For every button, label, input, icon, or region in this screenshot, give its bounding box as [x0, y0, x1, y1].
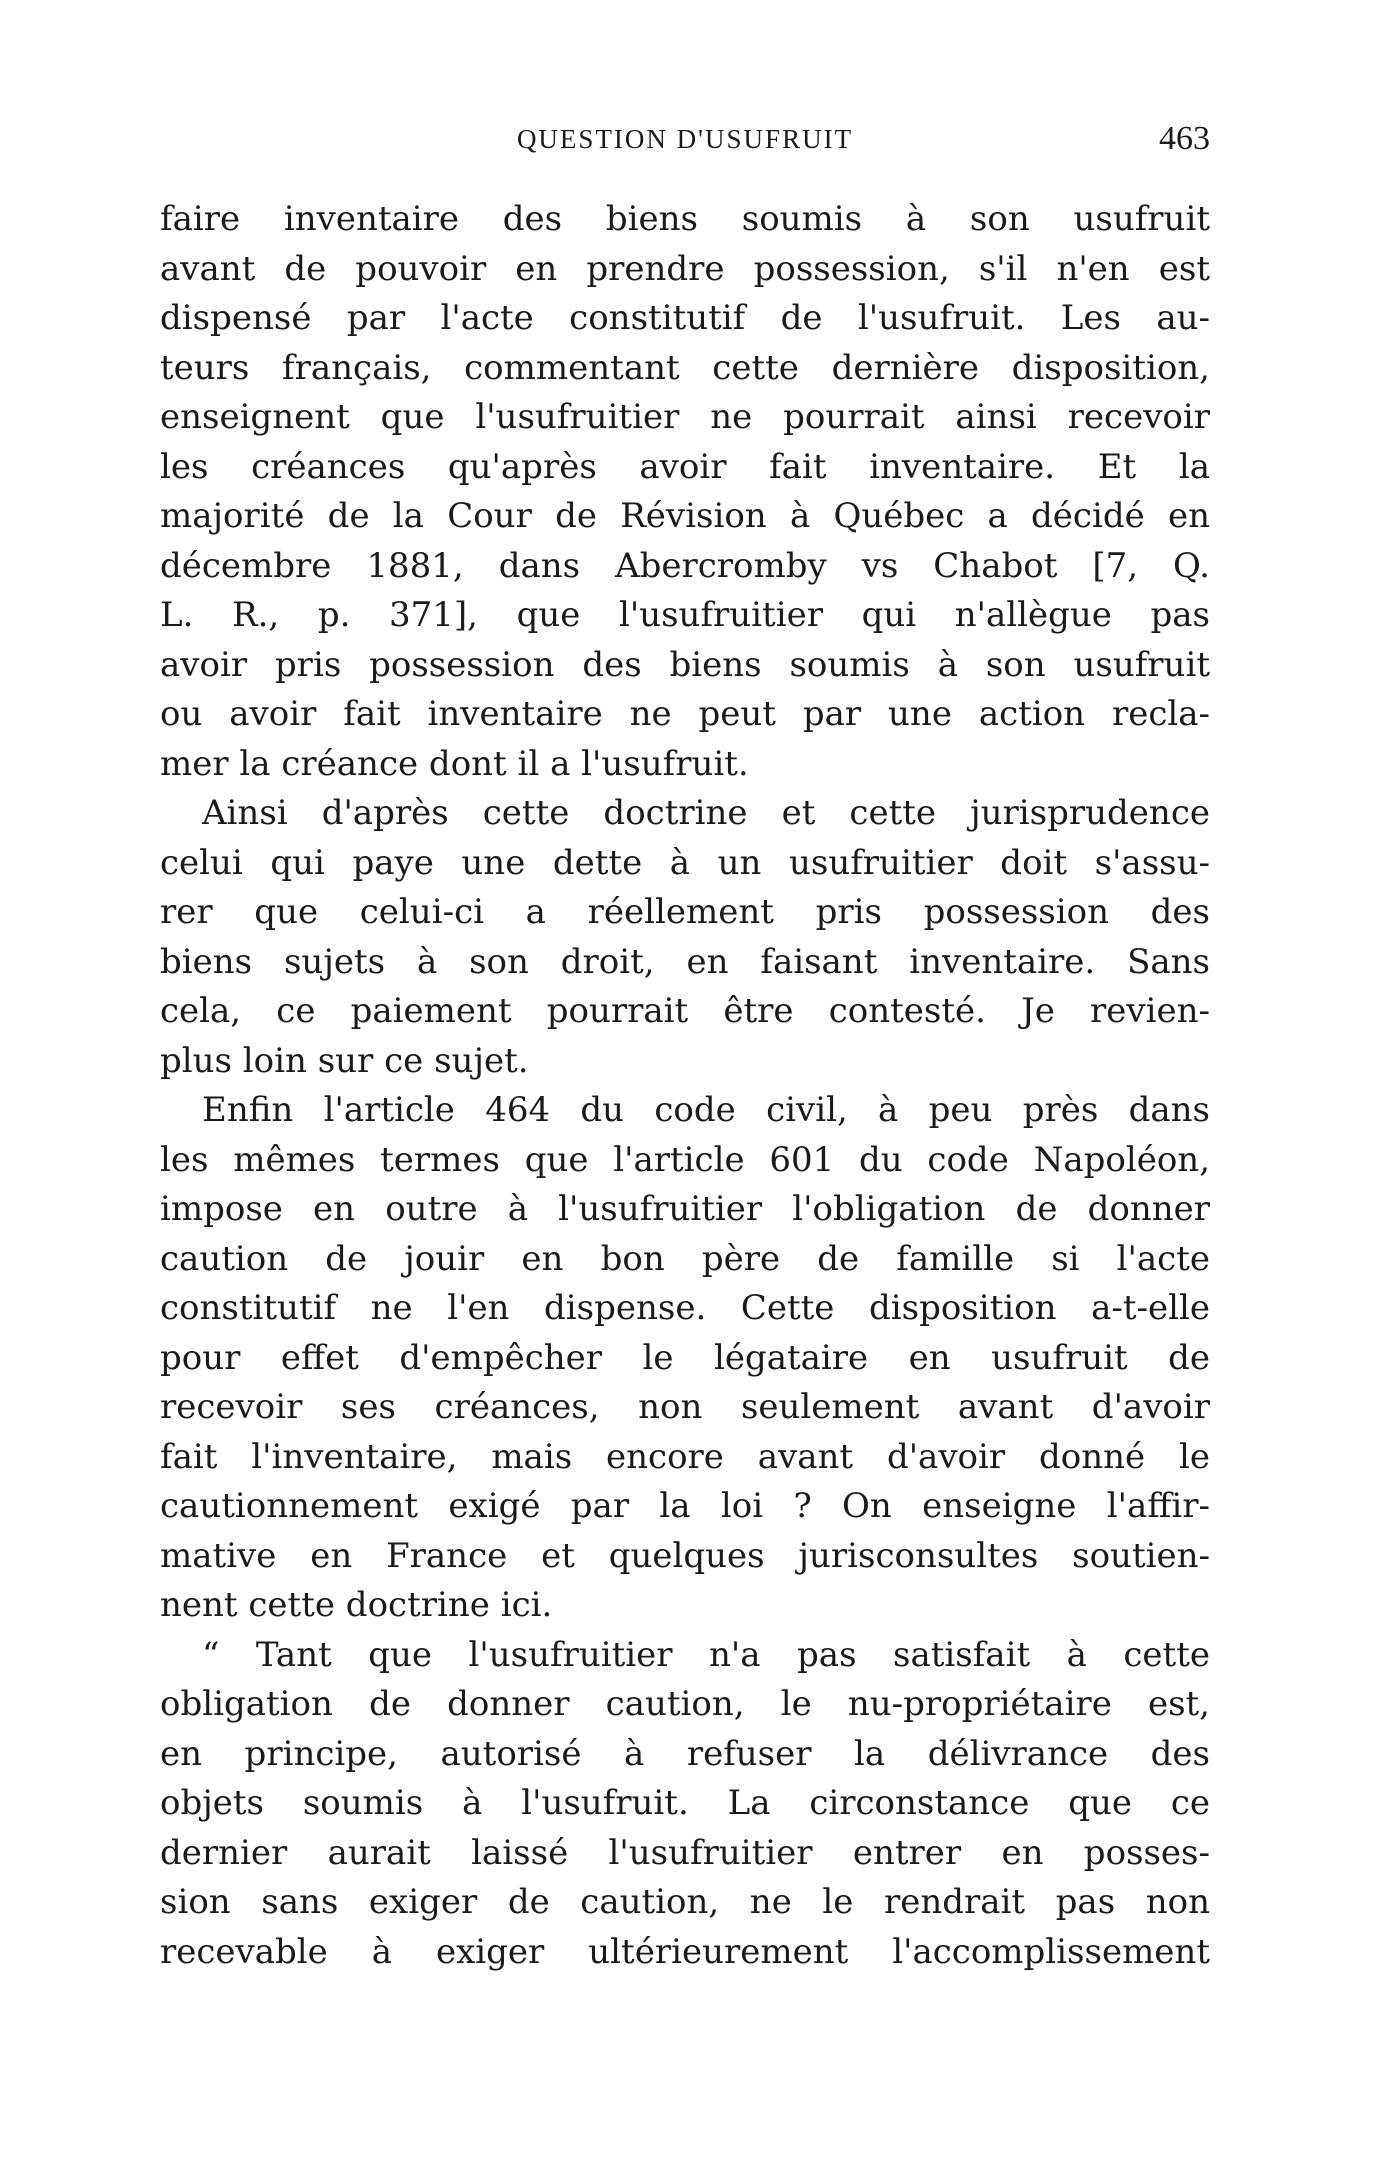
text-line: cautionnement exigé par la loi ? On enseigne l'affir-	[160, 1486, 1210, 1526]
text-line: Ainsi d'après cette doctrine et cette jurisprudence	[202, 793, 1210, 833]
text-line: Enfin l'article 464 du code civil, à peu près dans	[202, 1090, 1210, 1130]
text-line: rer que celui-ci a réellement pris possession des	[160, 892, 1210, 932]
text-line: sion sans exiger de caution, ne le rendrait pas non	[160, 1882, 1210, 1922]
text-line: biens sujets à son droit, en faisant inventaire. Sans	[160, 941, 1210, 982]
text-line: ou avoir fait inventaire ne peut par une action recla-	[160, 694, 1210, 734]
text-line: dispensé par l'acte constitutif de l'usufruit. Les au-	[160, 298, 1210, 338]
body-text	[160, 195, 1210, 1977]
text-line: pour effet d'empêcher le légataire en usufruit de	[160, 1337, 1210, 1378]
text-line: fait l'inventaire, mais encore avant d'avoir donné le	[160, 1436, 1210, 1477]
text-line: caution de jouir en bon père de famille si l'acte	[160, 1238, 1210, 1279]
text-line: avant de pouvoir en prendre possession, s'il n'en est	[160, 248, 1210, 289]
text-line: faire inventaire des biens soumis à son usufruit	[160, 199, 1210, 239]
text-line: constitutif ne l'en dispense. Cette disposition a-t-elle	[160, 1288, 1210, 1328]
text-line: mative en France et quelques jurisconsultes soutien-	[160, 1535, 1210, 1576]
text-line: enseignent que l'usufruitier ne pourrait ainsi recevoir	[160, 397, 1210, 437]
text-line: “ Tant que l'usufruitier n'a pas satisfait à cette	[202, 1634, 1210, 1675]
text-line: celui qui paye une dette à un usufruitier doit s'assu-	[160, 842, 1210, 883]
text-line: nent cette doctrine ici.	[160, 1585, 553, 1625]
text-line: L. R., p. 371], que l'usufruitier qui n'allègue pas	[160, 595, 1210, 635]
text-line: plus loin sur ce sujet.	[160, 1040, 529, 1081]
text-line: en principe, autorisé à refuser la délivrance des	[160, 1733, 1210, 1774]
text-line: cela, ce paiement pourrait être contesté. Je revien-	[160, 991, 1210, 1031]
text-line: décembre 1881, dans Abercromby vs Chabot [7, Q.	[160, 545, 1210, 586]
text-line: avoir pris possession des biens soumis à son usufruit	[160, 644, 1210, 685]
running-title: QUESTION D'USUFRUIT	[516, 124, 854, 154]
text-line: les créances qu'après avoir fait inventaire. Et la	[160, 446, 1210, 487]
text-line: dernier aurait laissé l'usufruitier entrer en posses-	[160, 1832, 1210, 1873]
text-line: mer la créance dont il a l'usufruit.	[160, 743, 749, 784]
text-line: impose en outre à l'usufruitier l'obligation de donner	[160, 1189, 1210, 1229]
text-line: obligation de donner caution, le nu-propriétaire est,	[160, 1684, 1210, 1724]
running-header	[160, 120, 1210, 160]
text-line: majorité de la Cour de Révision à Québec a décidé en	[160, 496, 1210, 536]
page-number: 463	[1159, 120, 1210, 157]
text-line: recevable à exiger ultérieurement l'accomplissement	[160, 1931, 1210, 1972]
text-line: teurs français, commentant cette dernière disposition,	[160, 347, 1210, 388]
text-line: recevoir ses créances, non seulement avant d'avoir	[160, 1387, 1210, 1427]
text-line: les mêmes termes que l'article 601 du code Napoléon,	[160, 1139, 1210, 1180]
text-line: objets soumis à l'usufruit. La circonstance que ce	[160, 1783, 1210, 1823]
